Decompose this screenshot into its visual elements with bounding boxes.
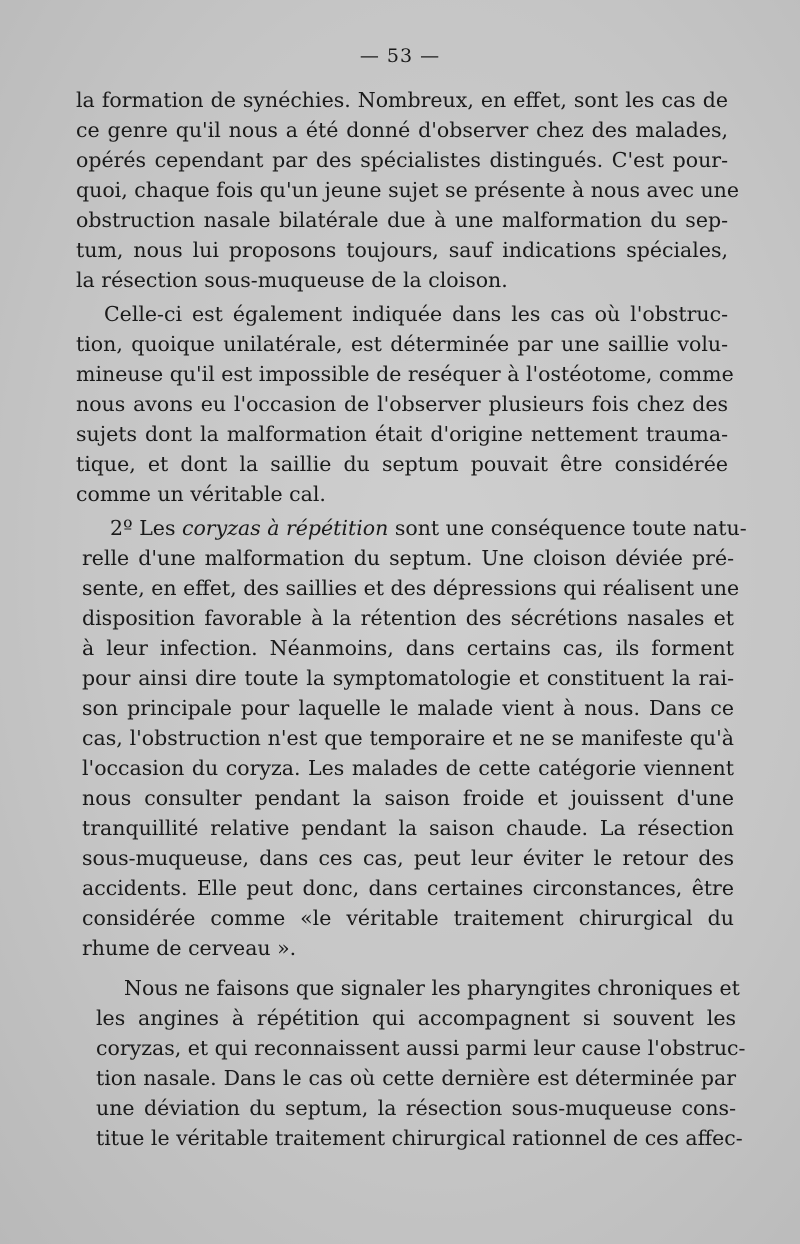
text-line: les angines à répétition qui accompagnent si souvent les bbox=[96, 1006, 736, 1030]
text-line: quoi, chaque fois qu'un jeune sujet se présente à nous avec une bbox=[76, 178, 740, 202]
emphasis-term: coryzas à répétition bbox=[181, 516, 389, 540]
paragraph-2 bbox=[76, 299, 734, 509]
paragraph-1 bbox=[76, 85, 740, 295]
paragraph-4 bbox=[96, 973, 746, 1153]
text-line: tum, nous lui proposons toujours, sauf indications spéciales, bbox=[76, 238, 728, 262]
text-line: nous consulter pendant la saison froide et jouissent d'une bbox=[82, 786, 734, 810]
text-line: comme un véritable cal. bbox=[76, 482, 326, 506]
text-line: opérés cependant par des spécialistes distingués. C'est pour- bbox=[76, 148, 728, 172]
text-line: coryzas, et qui reconnaissent aussi parmi leur cause l'obstruc- bbox=[96, 1036, 746, 1060]
body-text bbox=[76, 85, 747, 1153]
text-line: Nous ne faisons que signaler les pharyngites chroniques et bbox=[124, 976, 740, 1000]
text-line: considérée comme «le véritable traitement chirurgical du bbox=[82, 906, 734, 930]
text-line: la résection sous-muqueuse de la cloison. bbox=[76, 268, 508, 292]
text-line: nous avons eu l'occasion de l'observer plusieurs fois chez des bbox=[76, 392, 728, 416]
text-line: une déviation du septum, la résection sous-muqueuse cons- bbox=[96, 1096, 736, 1120]
text-line: mineuse qu'il est impossible de reséquer à l'ostéotome, comme bbox=[76, 362, 734, 386]
text-line: sujets dont la malformation était d'origine nettement trauma- bbox=[76, 422, 728, 446]
text-line: ce genre qu'il nous a été donné d'observer chez des malades, bbox=[76, 118, 728, 142]
text-line: tranquillité relative pendant la saison chaude. La résection bbox=[82, 816, 734, 840]
text-line: rhume de cerveau ». bbox=[82, 936, 297, 960]
text-line bbox=[82, 513, 747, 543]
text-fragment: sont une conséquence toute natu- bbox=[388, 516, 747, 540]
text-line: sous-muqueuse, dans ces cas, peut leur éviter le retour des bbox=[82, 846, 734, 870]
text-line: obstruction nasale bilatérale due à une malformation du sep- bbox=[76, 208, 728, 232]
text-line: accidents. Elle peut donc, dans certaines circonstances, être bbox=[82, 876, 734, 900]
paragraph-3 bbox=[82, 513, 747, 963]
text-line: relle d'une malformation du septum. Une cloison déviée pré- bbox=[82, 546, 734, 570]
text-line: l'occasion du coryza. Les malades de cette catégorie viennent bbox=[82, 756, 734, 780]
text-line: cas, l'obstruction n'est que temporaire et ne se manifeste qu'à bbox=[82, 726, 734, 750]
text-line: disposition favorable à la rétention des sécrétions nasales et bbox=[82, 606, 734, 630]
text-line: tique, et dont la saillie du septum pouvait être considérée bbox=[76, 452, 728, 476]
text-line: son principale pour laquelle le malade vient à nous. Dans ce bbox=[82, 696, 734, 720]
text-line: Celle-ci est également indiquée dans les cas où l'obstruc- bbox=[104, 302, 728, 326]
page-number: — 53 — bbox=[359, 45, 441, 67]
text-line: la formation de synéchies. Nombreux, en effet, sont les cas de bbox=[76, 88, 728, 112]
text-line: tion, quoique unilatérale, est déterminée par une saillie volu- bbox=[76, 332, 728, 356]
text-line: à leur infection. Néanmoins, dans certains cas, ils forment bbox=[82, 636, 734, 660]
text-line: pour ainsi dire toute la symptomatologie et constituent la rai- bbox=[82, 666, 734, 690]
text-line: tion nasale. Dans le cas où cette dernière est déterminée par bbox=[96, 1066, 736, 1090]
section-number: 2º Les bbox=[110, 516, 182, 540]
text-line: sente, en effet, des saillies et des dépressions qui réalisent une bbox=[82, 576, 740, 600]
text-line: titue le véritable traitement chirurgical rationnel de ces affec- bbox=[96, 1126, 743, 1150]
